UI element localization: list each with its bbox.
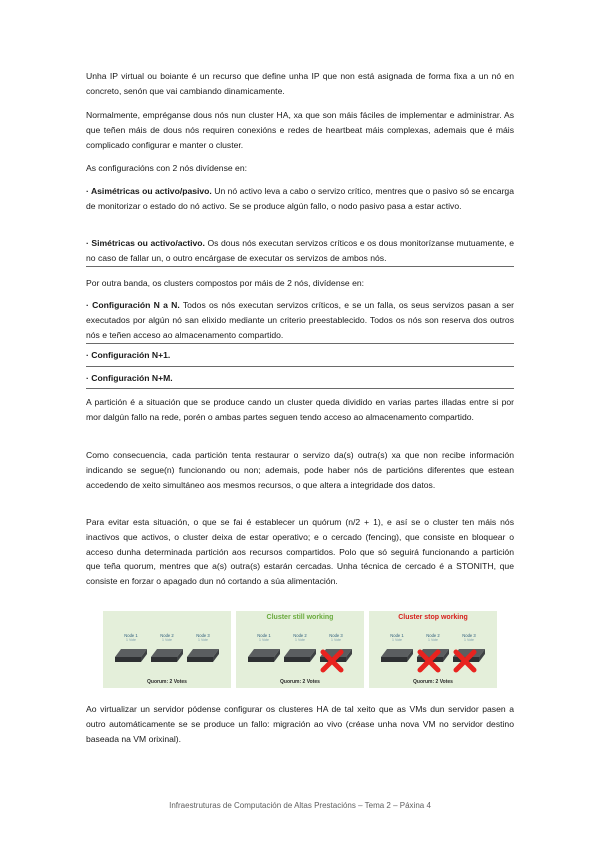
paragraph-virtualization bbox=[86, 702, 514, 746]
paragraph-virtual-ip bbox=[86, 69, 514, 99]
server-icon bbox=[282, 647, 318, 665]
node-label: Node 1 bbox=[390, 633, 404, 638]
node-label: Node 1 bbox=[257, 633, 271, 638]
fail-x-icon bbox=[415, 647, 443, 675]
paragraph-quorum-fencing bbox=[86, 515, 514, 589]
paragraph-text: Como consecuencia, cada partición tenta restaurar o servizo da(s) outra(s) xa que non recibe información indicando se segue(n) funcionando ou non; ademais, pode haber nós de particións diferentes que estean accedendo de xeito simultáneo aos mesmos recursos, o que altera a integridade dos datos. bbox=[86, 450, 514, 490]
term-asymmetric: · Asimétricas ou activo/pasivo. bbox=[86, 186, 212, 196]
paragraph-text: A partición é a situación que se produce cando un cluster queda dividido en varias partes illadas entre si por mor dalgún fallo na rede, porén o ambas partes seguen tendo acceso ao almacenamento compartido. bbox=[86, 397, 514, 422]
paragraph-two-node-configs bbox=[86, 161, 514, 176]
server-icon bbox=[113, 647, 149, 665]
panel-title: Cluster still working bbox=[266, 614, 334, 621]
server-node bbox=[149, 633, 185, 673]
server-icon bbox=[246, 647, 282, 665]
fail-x-icon bbox=[318, 647, 346, 675]
paragraph-multi-node bbox=[86, 276, 514, 291]
node-label: Node 1 bbox=[124, 633, 138, 638]
quorum-label: Quorum: 2 Votes bbox=[413, 679, 453, 685]
paragraph-asymmetric bbox=[86, 184, 514, 214]
node-vote: 1 Vote bbox=[428, 638, 438, 642]
server-node bbox=[379, 633, 415, 673]
quorum-label: Quorum: 2 Votes bbox=[147, 679, 187, 685]
node-label: Node 3 bbox=[462, 633, 476, 638]
paragraph-text: Unha IP virtual ou boiante é un recurso que define unha IP que non está asignada de forma fixa a un nó en concreto, senón que vai cambiando dinamicamente. bbox=[86, 71, 514, 96]
server-node bbox=[246, 633, 282, 673]
figure-panel-normal bbox=[103, 611, 231, 688]
divider bbox=[86, 388, 514, 389]
paragraph-text: Un nó activo leva a cabo o servizo crítico, mentres que o pasivo só se encarga de monitorizar o estado do nó activo. Se se produce algún fallo, o nodo pasivo pasa a estar activo. bbox=[86, 186, 514, 211]
divider bbox=[86, 266, 514, 267]
server-node bbox=[185, 633, 221, 673]
server-icon bbox=[379, 647, 415, 665]
quorum-figure bbox=[103, 611, 497, 688]
server-node bbox=[113, 633, 149, 673]
paragraph-text: Normalmente, empréganse dous nós nun cluster HA, xa que son máis fáciles de implementar e administrar. As que teñen máis de dous nós requiren conexións e redes de heartbeat máis complexas, ademais que é máis complicado configurar e manter o cluster. bbox=[86, 110, 514, 150]
node-vote: 1 Vote bbox=[295, 638, 305, 642]
server-node bbox=[282, 633, 318, 673]
paragraph-text: Para evitar esta situación, o que se fai é establecer un quórum (n/2 + 1), e así se o cluster ten máis nós inactivos que activos, o cluster deixa de estar operativo; e o cercado (fencing), que consiste en bloquear o acceso dunha determinada partición aos recursos compartidos. Polo que só seguirá funcionando a partición que teña quorum, mentres que a(s) outra(s) estarán cercadas. Unha técnica de cercado é a STONITH, que consiste en forzar o apagado dun nó cortando a súa alimentación. bbox=[86, 517, 514, 587]
paragraph-n-to-n bbox=[86, 298, 514, 342]
node-label: Node 2 bbox=[426, 633, 440, 638]
figure-panel-still-working bbox=[236, 611, 364, 688]
server-icon bbox=[149, 647, 185, 665]
paragraph-text: Os dous nós executan servizos críticos e os dous monitorízanse mutuamente, e no caso de fallar un, o outro encárgase de executar os servizos de ambos nós. bbox=[86, 238, 515, 263]
term-symmetric: · Simétricas ou activo/activo. bbox=[86, 238, 205, 248]
paragraph-n-plus-m bbox=[86, 371, 514, 386]
node-vote: 1 Vote bbox=[198, 638, 208, 642]
node-label: Node 2 bbox=[160, 633, 174, 638]
fail-x-icon bbox=[451, 647, 479, 675]
paragraph-text: Por outra banda, os clusters compostos por máis de 2 nós, divídense en: bbox=[86, 278, 365, 288]
node-vote: 1 Vote bbox=[162, 638, 172, 642]
term-n-plus-m: · Configuración N+M. bbox=[86, 373, 173, 383]
paragraph-consequence bbox=[86, 448, 514, 492]
paragraph-text: Ao virtualizar un servidor pódense configurar os clusteres HA de tal xeito que as VMs dun servidor pasen a outro automáticamente se se produce un fallo: migración ao vivo (créase unha nova VM no servidor destino baseada na VM orixinal). bbox=[86, 704, 514, 744]
paragraph-symmetric bbox=[86, 236, 514, 266]
divider bbox=[86, 343, 514, 344]
figure-panel-stop-working bbox=[369, 611, 497, 688]
page-footer: Infraestruturas de Computación de Altas Prestacións – Tema 2 – Páxina 4 bbox=[169, 801, 431, 810]
quorum-label: Quorum: 2 Votes bbox=[280, 679, 320, 685]
term-n-plus-1: · Configuración N+1. bbox=[86, 350, 171, 360]
node-vote: 1 Vote bbox=[464, 638, 474, 642]
paragraph-text: As configuracións con 2 nós divídense en: bbox=[86, 163, 247, 173]
paragraph-text: Todos os nós executan servizos críticos, e se un falla, os seus servizos pasan a ser executados por algún nó san elixido mediante un criterio preestablecido. Todos os nós son reserva dos outros nós e teñen acceso ao almacenamento compartido. bbox=[86, 300, 514, 340]
paragraph-partition bbox=[86, 395, 514, 425]
server-node-failed bbox=[318, 633, 354, 673]
paragraph-n-plus-1 bbox=[86, 348, 514, 363]
node-vote: 1 Vote bbox=[259, 638, 269, 642]
term-n-to-n: · Configuración N a N. bbox=[86, 300, 180, 310]
server-icon bbox=[185, 647, 221, 665]
node-label: Node 3 bbox=[196, 633, 210, 638]
server-node-failed bbox=[451, 633, 487, 673]
divider bbox=[86, 366, 514, 367]
paragraph-two-nodes bbox=[86, 108, 514, 152]
node-vote: 1 Vote bbox=[331, 638, 341, 642]
panel-title: Cluster stop working bbox=[398, 614, 468, 621]
server-node-failed bbox=[415, 633, 451, 673]
node-label: Node 3 bbox=[329, 633, 343, 638]
node-vote: 1 Vote bbox=[392, 638, 402, 642]
node-vote: 1 Vote bbox=[126, 638, 136, 642]
node-label: Node 2 bbox=[293, 633, 307, 638]
